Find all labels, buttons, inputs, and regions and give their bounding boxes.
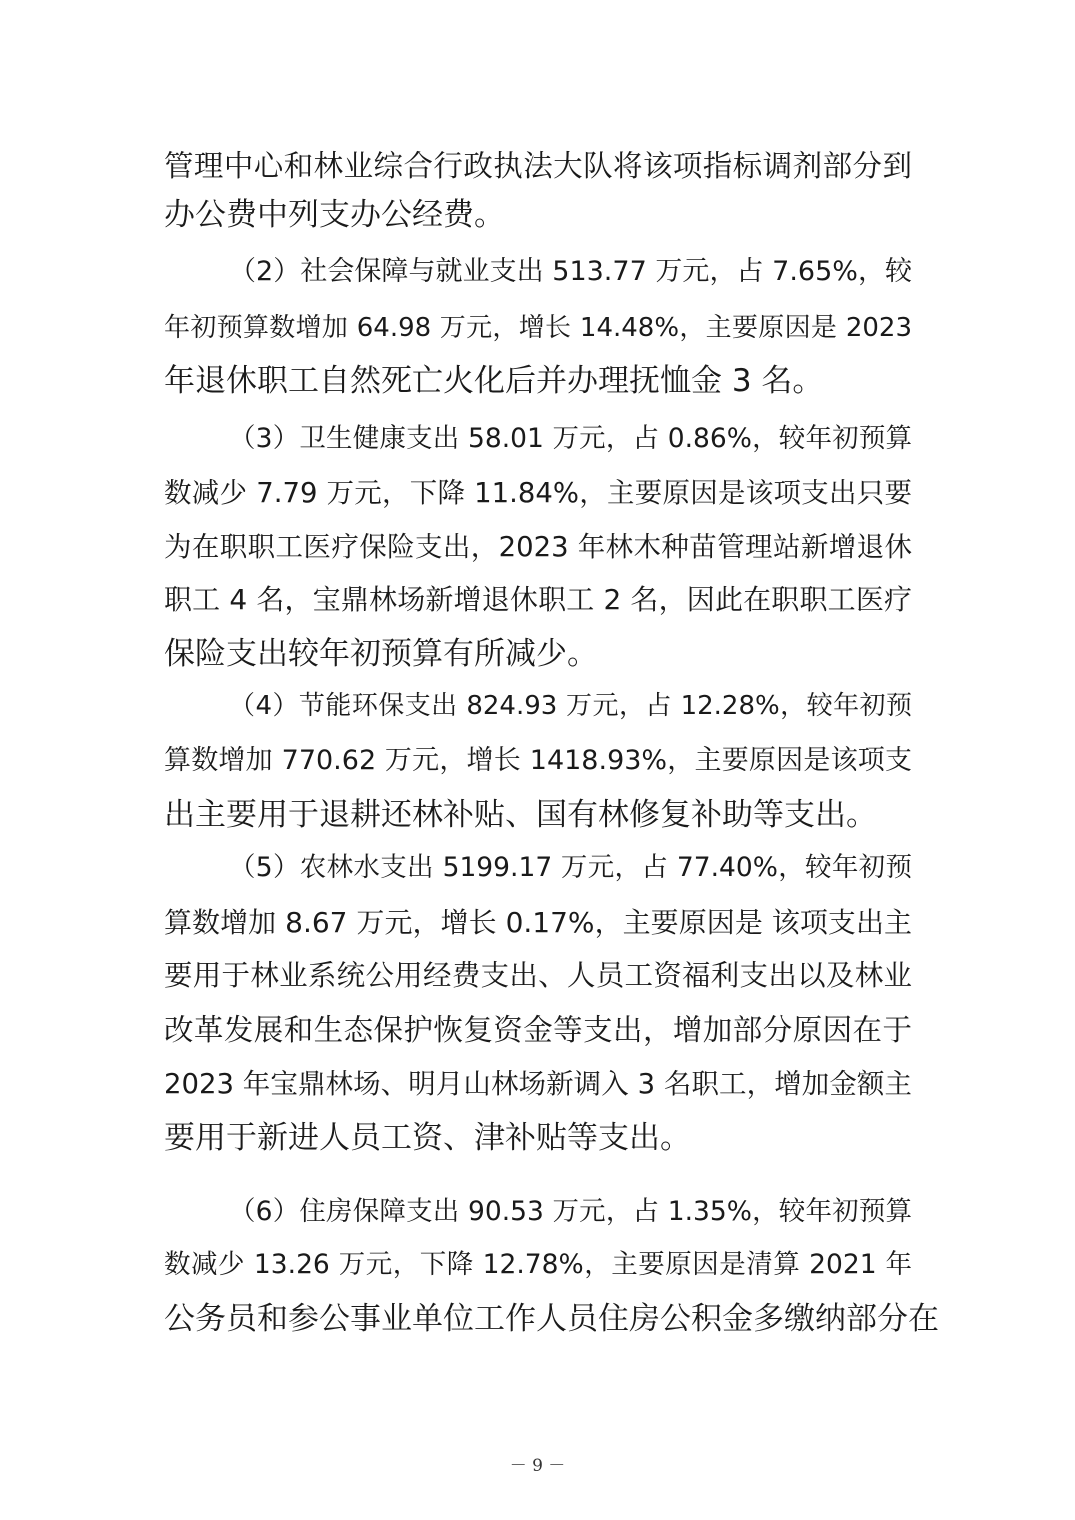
item-3-line-2: 数减少 7.79 万元，下降 11.84%，主要原因是该项支出只要: [164, 477, 912, 509]
paragraph-1-line-1: 管理中心和林业综合行政执法大队将该项指标调剂部分到: [164, 149, 912, 183]
item-6-line-3: 公务员和参公事业单位工作人员住房公积金多缴纳部分在: [164, 1301, 939, 1337]
item-5-line-5: 2023 年宝鼎林场、明月山林场新调入 3 名职工，增加金额主: [164, 1068, 912, 1100]
page-number: － 9 －: [509, 1456, 566, 1476]
item-2-line-3: 年退休职工自然死亡火化后并办理抚恤金 3 名。: [164, 363, 824, 399]
item-3-line-5: 保险支出较年初预算有所减少。: [164, 636, 598, 672]
item-4-line-3: 出主要用于退耕还林补贴、国有林修复补助等支出。: [164, 797, 877, 833]
item-5-line-2: 算数增加 8.67 万元，增长 0.17%，主要原因是 该项支出主: [164, 906, 912, 939]
item-3-line-3: 为在职职工医疗保险支出，2023 年林木种苗管理站新增退休: [164, 531, 912, 563]
item-5-line-4: 改革发展和生态保护恢复资金等支出，增加部分原因在于: [164, 1013, 912, 1047]
item-3-line-4: 职工 4 名，宝鼎林场新增退休职工 2 名，因此在职职工医疗: [164, 583, 912, 616]
item-4-line-2: 算数增加 770.62 万元，增长 1418.93%，主要原因是该项支: [164, 745, 912, 776]
item-4-line-1: （4）节能环保支出 824.93 万元，占 12.28%，较年初预: [229, 691, 912, 721]
item-2-line-2: 年初预算数增加 64.98 万元，增长 14.48%，主要原因是 2023: [164, 313, 912, 343]
item-2-line-1: （2）社会保障与就业支出 513.77 万元，占 7.65%，较: [229, 256, 912, 287]
item-6-line-1: （6）住房保障支出 90.53 万元，占 1.35%，较年初预算: [229, 1196, 912, 1227]
item-6-line-2: 数减少 13.26 万元，下降 12.78%，主要原因是清算 2021 年: [164, 1249, 912, 1280]
item-5-line-3: 要用于林业系统公用经费支出、人员工资福利支出以及林业: [164, 959, 912, 992]
item-5-line-1: （5）农林水支出 5199.17 万元，占 77.40%，较年初预: [229, 852, 912, 883]
item-5-line-6: 要用于新进人员工资、津补贴等支出。: [164, 1120, 691, 1156]
paragraph-1-line-2: 办公费中列支办公经费。: [164, 197, 505, 233]
item-3-line-1: （3）卫生健康支出 58.01 万元，占 0.86%，较年初预算: [229, 423, 912, 454]
